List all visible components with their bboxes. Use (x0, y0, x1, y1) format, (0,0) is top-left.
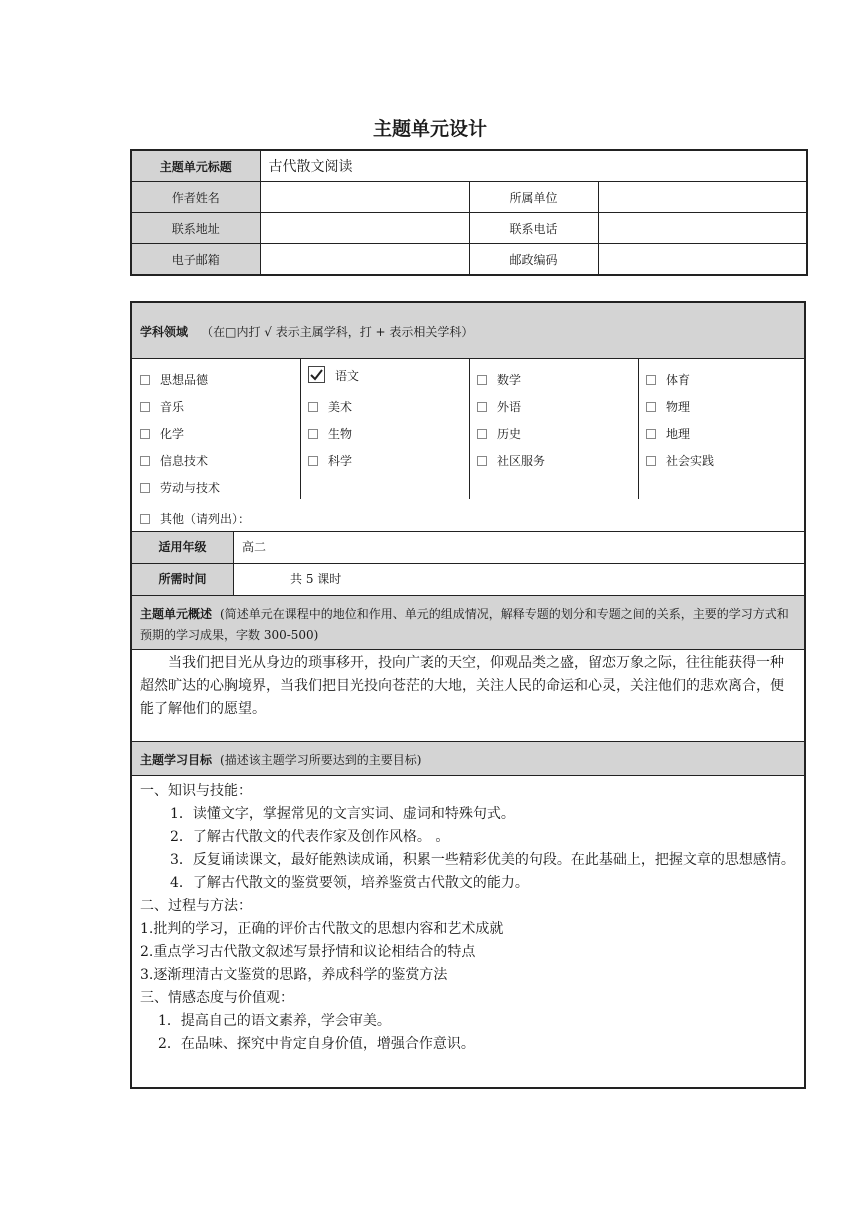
org-field[interactable] (598, 182, 807, 213)
address-label: 联系地址 (131, 213, 260, 244)
zip-label: 邮政编码 (469, 244, 598, 276)
goal-item: 2．在品味、探究中肯定自身价值，增强合作意识。 (158, 1036, 475, 1052)
zip-field[interactable] (598, 244, 807, 276)
subject-option[interactable]: 数学 (477, 371, 521, 388)
checkbox-icon[interactable] (140, 429, 150, 439)
checkbox-icon[interactable] (477, 375, 487, 385)
org-label: 所属单位 (469, 182, 598, 213)
overview-text[interactable]: 当我们把目光从身边的琐事移开，投向广袤的天空，仰观品类之盛，留恋万象之际，往往能获得一种超然旷达的心胸境界，当我们把目光投向苍茫的大地，关注人民的命运和心灵，关注他们的悲欢离合，便能了解他们的愿望。 (140, 655, 784, 717)
time-label: 所需时间 (132, 564, 234, 595)
subject-option[interactable]: 社区服务 (477, 452, 545, 469)
email-label: 电子邮箱 (131, 244, 260, 276)
overview-header (132, 596, 804, 650)
phone-field[interactable] (598, 213, 807, 244)
checkbox-icon[interactable] (308, 402, 318, 412)
goal-item: 3.逐渐理清古文鉴赏的思路，养成科学的鉴赏方法 (140, 967, 448, 983)
subject-option[interactable]: 信息技术 (140, 452, 208, 469)
subject-option[interactable]: 美术 (308, 398, 352, 415)
goal-item: 3．反复诵读课文，最好能熟读成诵，积累一些精彩优美的句段。在此基础上，把握文章的思想感情。 (170, 852, 795, 868)
subject-option[interactable]: 化学 (140, 425, 184, 442)
checkbox-icon[interactable] (140, 402, 150, 412)
checkbox-icon[interactable] (477, 402, 487, 412)
checkbox-icon[interactable] (140, 514, 150, 524)
grade-label: 适用年级 (132, 532, 234, 563)
subject-option[interactable]: 体育 (646, 371, 690, 388)
subject-option[interactable]: 音乐 (140, 398, 184, 415)
goals-section-heading: 二、过程与方法： (140, 898, 252, 914)
goals-desc: (描述该主题学习所要达到的主要目标) (220, 753, 422, 767)
goals-section-heading: 三、情感态度与价值观： (140, 990, 294, 1006)
phone-label: 联系电话 (469, 213, 598, 244)
address-field[interactable] (260, 213, 469, 244)
subject-option[interactable]: 劳动与技术 (140, 479, 220, 496)
subject-option[interactable]: 社会实践 (646, 452, 714, 469)
subject-option[interactable]: 生物 (308, 425, 352, 442)
subject-option[interactable]: 物理 (646, 398, 690, 415)
subject-option[interactable]: 外语 (477, 398, 521, 415)
checkbox-icon[interactable] (646, 429, 656, 439)
checkbox-icon[interactable] (308, 456, 318, 466)
goals-content[interactable] (140, 780, 796, 1056)
goals-header (132, 742, 804, 776)
overview-label: 主题单元概述 (140, 607, 213, 621)
column-divider (469, 359, 470, 499)
subject-option[interactable]: 科学 (308, 452, 352, 469)
goals-label: 主题学习目标 (140, 753, 213, 767)
subject-option[interactable]: 思想品德 (140, 371, 208, 388)
subject-note: （在□内打 √ 表示主属学科，打 + 表示相关学科） (201, 325, 474, 339)
checkbox-icon[interactable] (646, 456, 656, 466)
author-field[interactable] (260, 182, 469, 213)
goal-item: 2．了解古代散文的代表作家及创作风格。 。 (170, 829, 450, 845)
subject-option[interactable]: 历史 (477, 425, 521, 442)
checkbox-icon[interactable] (477, 456, 487, 466)
author-label: 作者姓名 (131, 182, 260, 213)
checkbox-checked-icon[interactable] (308, 366, 325, 383)
goal-item: 2.重点学习古代散文叙述写景抒情和议论相结合的特点 (140, 944, 476, 960)
checkbox-icon[interactable] (477, 429, 487, 439)
subject-option-checked[interactable]: 语文 (308, 367, 359, 385)
time-value[interactable]: 共 5 课时 (290, 572, 342, 586)
unit-design-form (130, 301, 806, 1089)
checkbox-icon[interactable] (646, 402, 656, 412)
checkbox-icon[interactable] (308, 429, 318, 439)
info-table (130, 149, 808, 276)
goal-item: 1．读懂文字，掌握常见的文言实词、虚词和特殊句式。 (170, 806, 515, 822)
goals-section-heading: 一、知识与技能： (140, 783, 252, 799)
checkbox-icon[interactable] (140, 483, 150, 493)
page-title: 主题单元设计 (372, 118, 487, 140)
goal-item: 1.批判的学习，正确的评价古代散文的思想内容和艺术成就 (140, 921, 504, 937)
column-divider (300, 359, 301, 499)
checkbox-icon[interactable] (140, 456, 150, 466)
checkbox-icon[interactable] (646, 375, 656, 385)
overview-desc: (简述单元在课程中的地位和作用、单元的组成情况，解释专题的划分和专题之间的关系，主要的学习方式和预期的学习成果，字数 300-500) (140, 607, 789, 642)
email-field[interactable] (260, 244, 469, 276)
checkbox-icon[interactable] (140, 375, 150, 385)
subject-grid (132, 359, 804, 499)
unit-title-value[interactable]: 古代散文阅读 (260, 150, 807, 182)
goal-item: 1．提高自己的语文素养，学会审美。 (158, 1013, 391, 1029)
goal-item: 4．了解古代散文的鉴赏要领，培养鉴赏古代散文的能力。 (170, 875, 529, 891)
subject-option-other[interactable]: 其他（请列出）： (140, 510, 250, 527)
grade-value[interactable]: 高二 (242, 540, 267, 554)
subject-label: 学科领域 (140, 325, 189, 339)
unit-title-label: 主题单元标题 (131, 150, 260, 182)
column-divider (638, 359, 639, 499)
subject-option[interactable]: 地理 (646, 425, 690, 442)
subject-header (132, 303, 804, 359)
